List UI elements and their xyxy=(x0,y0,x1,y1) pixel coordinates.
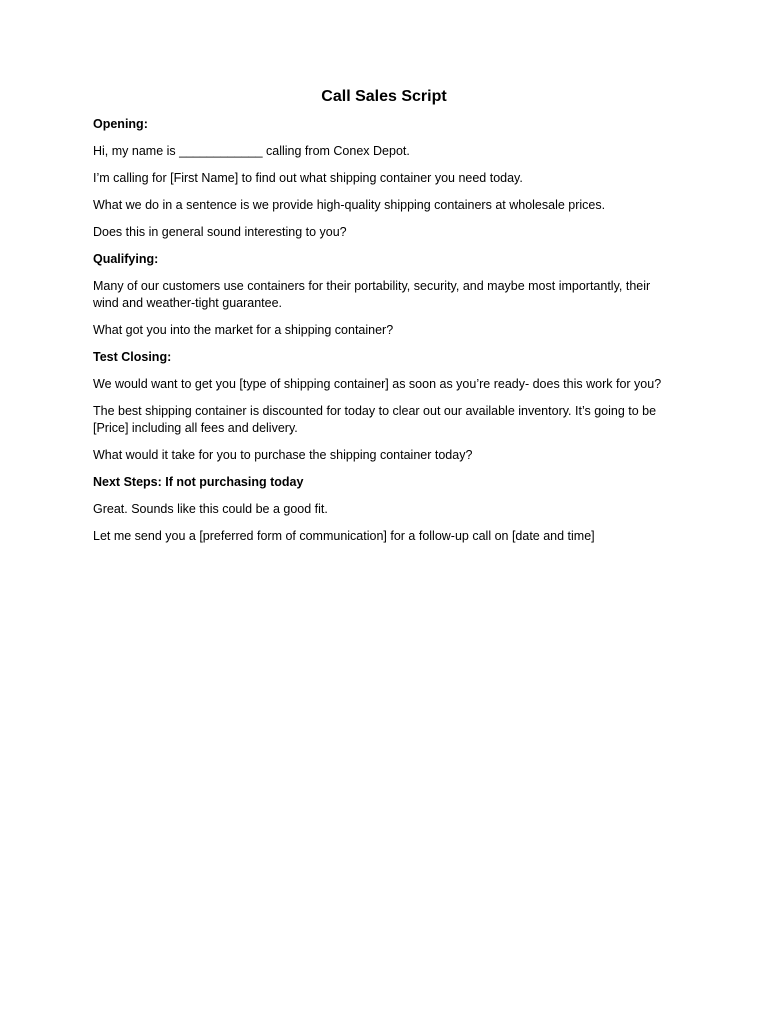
document-title: Call Sales Script xyxy=(321,88,447,105)
section-heading: Opening: xyxy=(93,117,148,131)
section-next-steps xyxy=(93,474,675,545)
paragraph: The best shipping container is discounted for today to clear out our available inventory. It’s going to be [Price] including all fees and delivery. xyxy=(93,404,657,435)
section-heading: Next Steps: If not purchasing today xyxy=(93,475,304,489)
paragraph: Hi, my name is ____________ calling from Conex Depot. xyxy=(93,144,410,158)
section-heading: Test Closing: xyxy=(93,350,172,364)
paragraph: Does this in general sound interesting to you? xyxy=(93,225,347,239)
paragraph: What we do in a sentence is we provide high-quality shipping containers at wholesale prices. xyxy=(93,198,606,212)
section-opening xyxy=(93,116,675,241)
document-body xyxy=(93,86,675,555)
paragraph: Great. Sounds like this could be a good fit. xyxy=(93,502,328,516)
paragraph: I’m calling for [First Name] to find out what shipping container you need today. xyxy=(93,171,523,185)
paragraph: We would want to get you [type of shipping container] as soon as you’re ready- does this work for you? xyxy=(93,377,662,391)
paragraph: Let me send you a [preferred form of communication] for a follow-up call on [date and time] xyxy=(93,529,595,543)
paragraph: What got you into the market for a shipping container? xyxy=(93,323,394,337)
paragraph: What would it take for you to purchase the shipping container today? xyxy=(93,448,473,462)
section-qualifying xyxy=(93,251,675,339)
section-test-closing xyxy=(93,349,675,464)
section-heading: Qualifying: xyxy=(93,252,159,266)
paragraph: Many of our customers use containers for their portability, security, and maybe most importantly, their wind and weather-tight guarantee. xyxy=(93,279,651,310)
